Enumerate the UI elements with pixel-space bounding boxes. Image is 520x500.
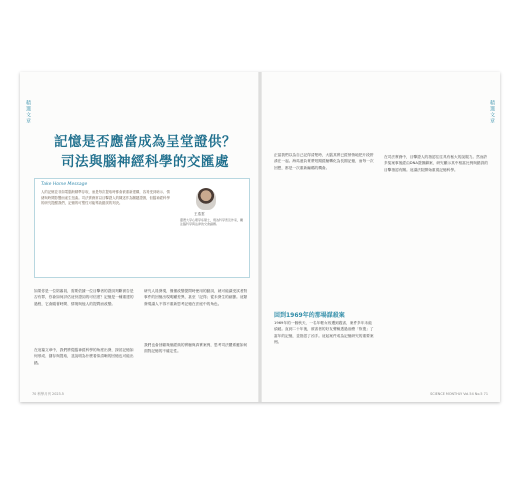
body-paragraph: 研究人員發現，僅僅改變提問時使用的動詞，就可能讓受試者對事件的回憶出現明顯差異，甚至「記得」從未發生的細節。這類發現讓人不得不重新思考記憶在法庭中的角色。 (144, 289, 248, 306)
body-paragraph: 1969年的一個秋天，一名年輕女孩遭到殺害，案件多年未能偵破。直到二十年後，被害者的好友聲稱透過治療「恢復」了當年的記憶，並指認了凶手。這起案件成為記憶研究的重要案例。 (274, 321, 374, 345)
take-home-message-box (34, 178, 250, 278)
body-paragraph: 正當我們以為自己記得清楚時，大腦其實已經悄悄地把片段拼湊在一起。海馬迴負責將短期經驗轉化為長期記憶，而每一次回想，都是一次重新編碼的機會。 (274, 153, 374, 170)
right-page (260, 72, 500, 402)
body-paragraph: 在司法實務中，目擊證人的指認往往具有極大的說服力。然而許多冤案事後經由DNA證據翻案，研究顯示其中相當比例與錯誤的目擊指認有關。這讓法院開始重視記憶科學。 (384, 155, 488, 172)
body-paragraph: 如果你是一位陪審員，需要依據一位目擊者的證詞判斷被告是否有罪，你會如何評估這份證詞的可信度？記憶是一種重建的過程，它會隨著時間、情境與他人的提問而改變。 (34, 289, 134, 306)
author-bio: 臺灣大學心理學系碩士，現為科學普及作家，關注腦科學與法律的交會議題。 (180, 218, 244, 227)
left-page (20, 72, 260, 402)
box-label: Take Home Message (41, 182, 88, 187)
magazine-spread (20, 72, 500, 402)
author-name: 王浩雲 (194, 212, 205, 216)
page-gutter (258, 72, 262, 402)
body-paragraph: 在這篇文章中，我們將從腦神經科學的角度出發，探討記憶如何形成、儲存與提取，並說明為什麼看似清晰的回憶也可能出錯。 (34, 348, 134, 365)
side-tab: 精選文章 (489, 100, 495, 124)
page-footer: 70 科學月刊 2023.5 (32, 392, 64, 396)
section-heading: 回到1969年的那場謀殺案 (274, 312, 345, 319)
box-text: 人的記憶並非如電腦般精準存取，而是每次提取時都會被重新建構，容易受到暗示、情緒與時間影響而產生扭曲。司法實務常以目擊證人的陳述作為關鍵證據，但腦神經科學的研究提醒我們，記憶的可塑性可能導致錯誤的判決。 (41, 190, 170, 206)
body-paragraph: 我們也會回顧幾個經典的實驗與真實案例，思考司法體系應如何面對記憶的不確定性。 (144, 343, 248, 354)
article-title: 記憶是否應當成為呈堂證供？ (54, 134, 236, 150)
side-tab: 精選文章 (25, 100, 31, 124)
author-photo (196, 188, 216, 210)
page-footer: SCIENCE MONTHLY Vol.54 No.5 71 (430, 392, 488, 396)
article-subtitle: 司法與腦神經科學的交匯處 (61, 154, 229, 170)
